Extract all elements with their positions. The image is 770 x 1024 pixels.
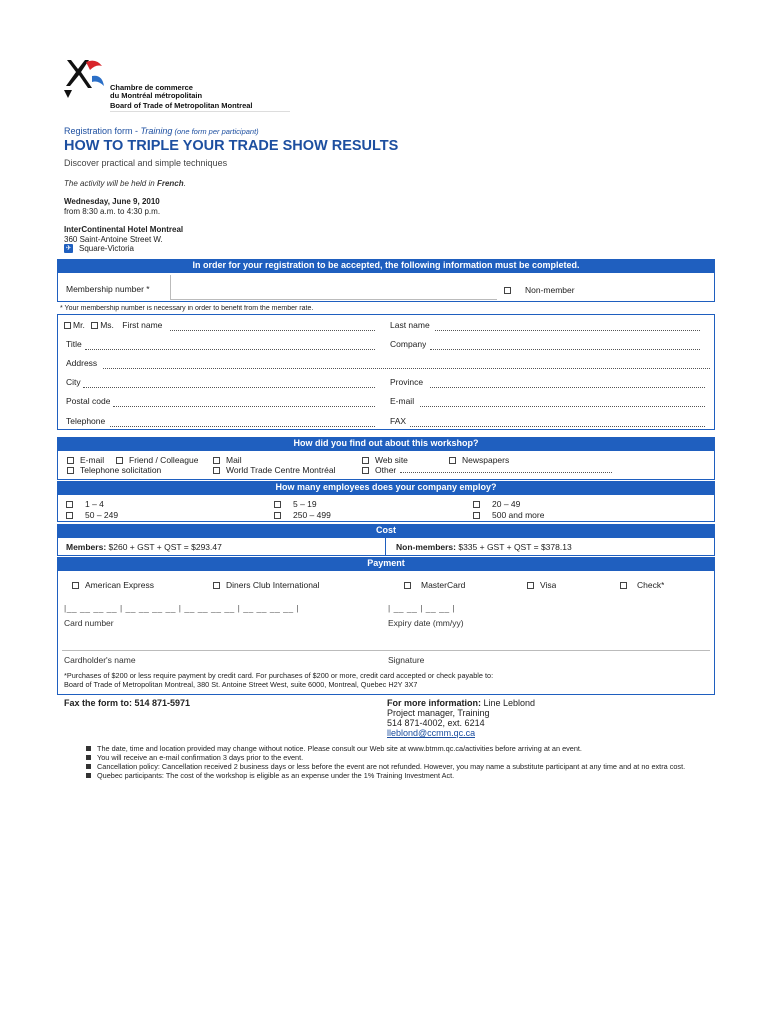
postal-code-label: Postal code (66, 396, 111, 406)
info-phone: 514 871-4002, ext. 6214 (387, 718, 485, 728)
email-label: E-mail (390, 396, 415, 406)
source-newspapers-checkbox[interactable] (449, 457, 456, 464)
note-item: Cancellation policy: Cancellation received 2 business days or less before the event are not refunded. However, you may name a substitute participant at any time and at no extra cost. (86, 762, 716, 771)
note-item: The date, time and location provided may change without notice. Please consult our Web site at www.btmm.qc.ca/activities before arriving at an event. (86, 744, 716, 753)
employees-checkbox-5[interactable] (274, 512, 281, 519)
source-email-checkbox[interactable] (67, 457, 74, 464)
notes-list (86, 744, 716, 780)
company-input[interactable] (430, 349, 700, 350)
mr-checkbox[interactable] (64, 322, 71, 329)
payment-visa[interactable]: Visa (527, 580, 556, 590)
fax-input[interactable] (410, 426, 705, 427)
info-heading: For more information: Line Leblond (387, 698, 536, 708)
card-number-label: Card number (64, 618, 114, 628)
membership-note: * Your membership number is necessary in order to benefit from the member rate. (60, 305, 314, 312)
city-label: City (66, 377, 81, 387)
org-name-fr-1: Chambre de commerce (110, 83, 193, 92)
title-input[interactable] (85, 349, 375, 350)
fax-instruction: Fax the form to: 514 871-5971 (64, 698, 191, 708)
event-time: from 8:30 a.m. to 4:30 p.m. (64, 207, 161, 216)
event-address: 360 Saint-Antoine Street W. (64, 235, 163, 244)
email-input[interactable] (420, 406, 705, 407)
title-label: Title (66, 339, 82, 349)
payment-amex-checkbox[interactable] (72, 582, 79, 589)
org-name-en: Board of Trade of Metropolitan Montreal (110, 101, 253, 110)
event-venue: InterContinental Hotel Montreal (64, 225, 184, 234)
telephone-input[interactable] (110, 426, 375, 427)
employees-option-6[interactable]: 500 and more (473, 510, 544, 520)
source-web[interactable]: Web site (362, 455, 408, 465)
employees-checkbox-1[interactable] (66, 501, 73, 508)
cardholder-label: Cardholder's name (64, 655, 136, 665)
employees-checkbox-3[interactable] (473, 501, 480, 508)
non-member-option[interactable]: Non-member (504, 285, 575, 295)
payment-mastercard-checkbox[interactable] (404, 582, 411, 589)
bullet-icon (86, 764, 91, 769)
logo (62, 58, 112, 102)
nonmembers-cost: Non-members: $335 + GST + QST = $378.13 (396, 542, 572, 552)
org-name-fr-2: du Montréal métropolitain (110, 91, 203, 100)
source-wtc[interactable]: World Trade Centre Montréal (213, 465, 335, 475)
members-cost: Members: $260 + GST + QST = $293.47 (66, 542, 222, 552)
company-label: Company (390, 339, 427, 349)
employees-option-1[interactable]: 1 – 4 (66, 499, 104, 509)
employees-checkbox-2[interactable] (274, 501, 281, 508)
employees-option-5[interactable]: 250 – 499 (274, 510, 331, 520)
cardholder-signature-line[interactable] (62, 650, 710, 651)
employees-option-3[interactable]: 20 – 49 (473, 499, 520, 509)
note-item: Quebec participants: The cost of the workshop is eligible as an expense under the 1% Training Investment Act. (86, 771, 716, 780)
logo-mark-icon (62, 58, 112, 102)
bullet-icon (86, 746, 91, 751)
membership-number-input[interactable] (170, 275, 497, 300)
address-label: Address (66, 358, 98, 368)
metro-icon: ✈ (65, 245, 72, 253)
cost-bar: Cost (57, 524, 715, 537)
city-input[interactable] (83, 387, 375, 388)
province-input[interactable] (430, 387, 705, 388)
payment-amex[interactable]: American Express (72, 580, 154, 590)
source-bar: How did you find out about this workshop? (57, 437, 715, 450)
metro-station: ✈ Square-Victoria (65, 244, 134, 253)
source-telephone[interactable]: Telephone solicitation (67, 465, 161, 475)
source-email[interactable]: E-mail (67, 455, 104, 465)
info-role: Project manager, Training (387, 708, 490, 718)
source-wtc-checkbox[interactable] (213, 467, 220, 474)
ms-checkbox[interactable] (91, 322, 98, 329)
source-other[interactable]: Other (362, 465, 396, 475)
info-email-link[interactable]: lleblond@ccmm.qc.ca (387, 728, 476, 738)
source-mail[interactable]: Mail (213, 455, 242, 465)
card-number-input[interactable]: |__ __ __ __ | __ __ __ __ | __ __ __ __ | __ __ __ __ | (64, 603, 300, 613)
employees-bar: How many employees does your company employ? (57, 481, 715, 494)
subtitle: Discover practical and simple techniques (64, 158, 228, 168)
payment-diners-checkbox[interactable] (213, 582, 220, 589)
last-name-input[interactable] (435, 330, 700, 331)
payment-check[interactable]: Check* (620, 580, 664, 590)
source-telephone-checkbox[interactable] (67, 467, 74, 474)
note-item: You will receive an e-mail confirmation 3 days prior to the event. (86, 753, 716, 762)
fax-label: FAX (390, 416, 407, 426)
payment-check-checkbox[interactable] (620, 582, 627, 589)
payment-note-1: *Purchases of $200 or less require payment by credit card. For purchases of $200 or more, credit card accepted or check payable to: (64, 671, 494, 680)
signature-label: Signature (388, 655, 425, 665)
first-name-input[interactable] (170, 330, 375, 331)
cost-divider (385, 537, 386, 556)
bullet-icon (86, 755, 91, 760)
logo-divider (110, 111, 290, 112)
payment-mastercard[interactable]: MasterCard (404, 580, 465, 590)
expiry-label: Expiry date (mm/yy) (388, 618, 464, 628)
employees-option-2[interactable]: 5 – 19 (274, 499, 317, 509)
employees-option-4[interactable]: 50 – 249 (66, 510, 118, 520)
payment-visa-checkbox[interactable] (527, 582, 534, 589)
non-member-checkbox[interactable] (504, 287, 511, 294)
payment-note-2: Board of Trade of Metropolitan Montreal, 380 St. Antoine Street West, suite 6000, Montreal, Quebec H2Y 3X7 (64, 680, 418, 689)
participant-box (57, 314, 715, 430)
telephone-label: Telephone (66, 416, 106, 426)
source-newspapers[interactable]: Newspapers (449, 455, 509, 465)
source-web-checkbox[interactable] (362, 457, 369, 464)
source-other-input[interactable] (400, 472, 612, 473)
postal-code-input[interactable] (113, 406, 375, 407)
payment-diners[interactable]: Diners Club International (213, 580, 320, 590)
province-label: Province (390, 377, 424, 387)
salutation-row: Mr. Ms. First name (64, 320, 162, 330)
last-name-label: Last name (390, 320, 430, 330)
registration-bar: In order for your registration to be accepted, the following information must be completed. (57, 259, 715, 272)
expiry-input[interactable]: | __ __ | __ __ | (388, 603, 456, 613)
employees-box (57, 494, 715, 522)
bullet-icon (86, 773, 91, 778)
language-note: The activity will be held in French. (64, 179, 186, 188)
page-title: HOW TO TRIPLE YOUR TRADE SHOW RESULTS (64, 138, 399, 154)
address-input[interactable] (103, 368, 710, 369)
employees-checkbox-6[interactable] (473, 512, 480, 519)
employees-checkbox-4[interactable] (66, 512, 73, 519)
membership-label: Membership number * (66, 284, 150, 294)
form-label: Registration form - Training (one form per participant) (64, 126, 259, 136)
source-friend-checkbox[interactable] (116, 457, 123, 464)
source-friend[interactable]: Friend / Colleague (116, 455, 198, 465)
event-date: Wednesday, June 9, 2010 (64, 197, 160, 206)
payment-bar: Payment (57, 557, 715, 570)
source-other-checkbox[interactable] (362, 467, 369, 474)
source-mail-checkbox[interactable] (213, 457, 220, 464)
